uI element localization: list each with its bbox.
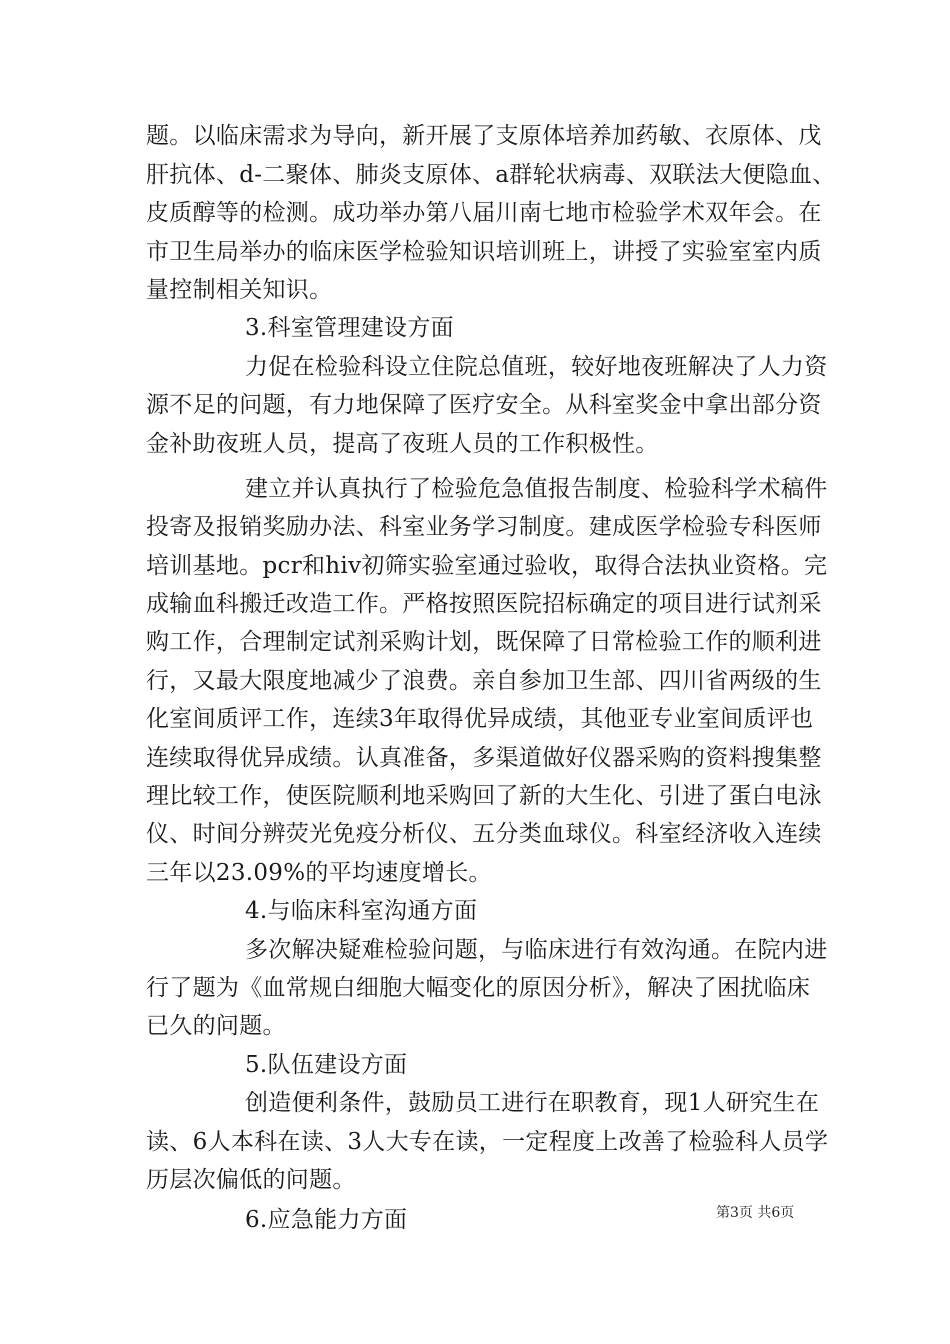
text-line: 源不足的问题，有力地保障了医疗安全。从科室奖金中拿出部分资 (146, 392, 822, 418)
section-heading: 5.队伍建设方面 (245, 1052, 408, 1078)
text-line: 培训基地。pcr和hiv初筛实验室通过验收，取得合法执业资格。完 (146, 553, 828, 579)
text-line: 历层次偏低的问题。 (146, 1167, 356, 1193)
text-line: 市卫生局举办的临床医学检验知识培训班上，讲授了实验室室内质 (146, 239, 822, 265)
page-number: 第3页 共6页 (716, 1205, 795, 1221)
text-line: 成输血科搬迁改造工作。严格按照医院招标确定的项目进行试剂采 (146, 591, 822, 617)
text-line: 仪、时间分辨荧光免疫分析仪、五分类血球仪。科室经济收入连续 (146, 821, 822, 847)
text-line: 皮质醇等的检测。成功举办第八届川南七地市检验学术双年会。在 (146, 200, 822, 226)
section-heading: 4.与临床科室沟通方面 (245, 898, 478, 924)
text-line: 金补助夜班人员，提高了夜班人员的工作积极性。 (146, 431, 659, 457)
text-line: 量控制相关知识。 (146, 277, 333, 303)
text-line: 行，又最大限度地减少了浪费。亲自参加卫生部、四川省两级的生 (146, 668, 822, 694)
text-line: 购工作，合理制定试剂采购计划，既保障了日常检验工作的顺利进 (146, 629, 822, 655)
text-line: 三年以23.09%的平均速度增长。 (146, 860, 492, 886)
text-line: 建立并认真执行了检验危急值报告制度、检验科学术稿件 (245, 476, 828, 502)
text-line: 肝抗体、d-二聚体、肺炎支原体、a群轮状病毒、双联法大便隐血、 (146, 162, 836, 188)
text-line: 行了题为《血常规白细胞大幅变化的原因分析》，解决了困扰临床 (146, 975, 811, 1001)
section-heading: 3.科室管理建设方面 (245, 315, 454, 341)
text-line: 读、6人本科在读、3人大专在读，一定程度上改善了检验科人员学 (146, 1129, 829, 1155)
section-heading: 6.应急能力方面 (245, 1207, 408, 1233)
text-line: 化室间质评工作，连续3年取得优异成绩，其他亚专业室间质评也 (146, 706, 814, 732)
text-line: 连续取得优异成绩。认真准备，多渠道做好仪器采购的资料搜集整 (146, 745, 822, 771)
text-line: 已久的问题。 (146, 1013, 286, 1039)
text-line: 创造便利条件，鼓励员工进行在职教育，现1人研究生在 (245, 1090, 820, 1116)
text-line: 力促在检验科设立住院总值班，较好地夜班解决了人力资 (245, 354, 828, 380)
text-line: 理比较工作，使医院顺利地采购回了新的大生化、引进了蛋白电泳 (146, 783, 822, 809)
text-line: 题。以临床需求为导向，新开展了支原体培养加药敏、衣原体、戊 (146, 123, 822, 149)
text-line: 投寄及报销奖励办法、科室业务学习制度。建成医学检验专科医师 (146, 514, 822, 540)
text-line: 多次解决疑难检验问题，与临床进行有效沟通。在院内进 (245, 937, 828, 963)
